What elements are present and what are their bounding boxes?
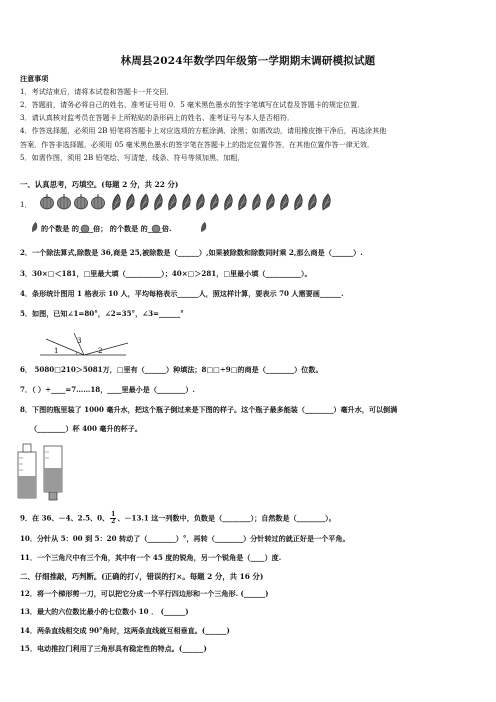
q13-text: 13．最大的六位数比最小的七位数小 10 ． (______) xyxy=(20,607,189,616)
pumpkin-icon xyxy=(40,192,54,210)
q14-text: 14．两条直线相交成 90°角时，这两条直线就互相垂直。(______) xyxy=(20,626,230,635)
note-4: 4．作答选择题，必须用 2B 铅笔将答题卡上对应选项的方框涂满、涂黑；如需改动，请用橡皮擦干净后，再选涂其他 xyxy=(20,126,387,135)
angle-label-1: 1 xyxy=(54,347,59,355)
corn-icon xyxy=(236,192,250,212)
corn-icon xyxy=(30,221,40,233)
corn-icon xyxy=(320,192,334,212)
q11-text: 11．一个三角尺中有三个角，其中有一个 45 度的锐角，另一个锐角是（____）度. xyxy=(20,553,282,562)
corn-icon xyxy=(292,192,306,212)
corn-icon xyxy=(152,192,166,212)
angle-label-2: 2 xyxy=(98,347,103,355)
corn-icon xyxy=(264,192,278,212)
note-1: 1．考试结束后，请将本试卷和答题卡一并交回． xyxy=(20,87,174,96)
q1-number: 1． xyxy=(20,200,32,209)
q1-text: 的个数是 的____倍； 的个数是 的____倍. xyxy=(41,224,172,233)
note-4-cont: 答案．作答非选择题，必须用 05 毫米黑色墨水的签字笔在答题卡上的指定位置作答，在其他位置作答一律无效． xyxy=(20,140,375,149)
q5-text: 5．如图，已知∠1=80°，∠2=35°，∠3=______° xyxy=(20,309,184,318)
corn-icon xyxy=(124,192,138,212)
q9-fraction-denominator: 2 xyxy=(111,518,116,525)
corn-icon xyxy=(199,221,209,233)
note-2: 2．答题前，请务必将自己的姓名、准考证号用 0．5 毫米黑色墨水的签字笔填写在试卷及答题卡的规定位置． xyxy=(20,100,365,109)
pumpkin-icon xyxy=(57,192,71,210)
corn-icon xyxy=(110,192,124,212)
q10-text: 10．分针从 5：00 到 5：20 转动了（________）°，再转（________）分针转过的就正好是一个平角。 xyxy=(20,534,350,543)
note-3: 3．请认真核对监考员在答题卡上所粘贴的条形码上的姓名、准考证号与本人是否相符． xyxy=(20,113,295,122)
corn-icon xyxy=(250,192,264,212)
corn-icon xyxy=(166,192,180,212)
corn-icon xyxy=(138,192,152,212)
q8-text: 8．下图的瓶里装了 1000 毫升水，把这个瓶子倒过来是下图的样子。这个瓶子最多能装（________）毫升水，可以倒满 xyxy=(20,405,398,414)
q9-text xyxy=(20,512,336,525)
angle-label-3: 3 xyxy=(77,337,82,345)
section-2-heading: 二、仔细推敲，巧判断。(正确的打√，错误的打×。每题 2 分，共 16 分) xyxy=(20,572,264,581)
corn-icon xyxy=(278,192,292,212)
q9-suffix: 、－13.1 这一列数中，负数是（________）；自然数是（________）。 xyxy=(117,513,336,523)
q15-text: 15．电动推拉门利用了三角形具有稳定性的特点。(______) xyxy=(20,644,207,653)
bottle-diagram xyxy=(16,442,68,502)
corn-icon xyxy=(306,192,320,212)
q9-fraction-numerator: 1 xyxy=(111,511,116,518)
corn-icon xyxy=(194,192,208,212)
pumpkin-icon xyxy=(91,192,105,210)
q8-text-cont: （________）杯 400 毫升的杯子。 xyxy=(30,424,142,433)
q3-text: 3．30×□＜181，□里最大填（__________）；40×□＞281，□里最小填（__________）。 xyxy=(20,269,312,278)
corn-icon xyxy=(180,192,194,212)
page-title: 林周县2024年数学四年级第一学期期末调研模拟试题 xyxy=(120,55,376,67)
corn-icon xyxy=(208,192,222,212)
q9-fraction xyxy=(110,512,116,525)
q7-text: 7．（ ）÷____=7……18，____里最小是（________）. xyxy=(20,385,195,394)
corn-icon xyxy=(222,192,236,212)
q12-text: 12．将一个梯形剪一刀，可以把它分成一个平行四边形和一个三角形. (______) xyxy=(20,589,269,598)
q6-text: 6． 5080□210＞5081万，□里有（______）种填法；8□□÷9□的商是（________）位数。 xyxy=(20,365,323,374)
section-1-heading: 一、认真思考，巧填空。(每题 2 分，共 22 分) xyxy=(20,180,179,189)
angle-diagram xyxy=(40,333,130,359)
pumpkin-icon xyxy=(74,192,88,210)
note-5: 5．如需作图，须用 2B 铅笔绘、写清楚，线条、符号等须加黑、加粗． xyxy=(20,153,245,162)
notes-heading: 注意事项 xyxy=(20,74,49,83)
q9-prefix: 9．在 36、－4、2.5、0、 xyxy=(20,513,110,523)
q4-text: 4．条形统计图用 1 格表示 10 人，平均每格表示______人，照这样计算，要表示 70 人需要画______. xyxy=(20,289,344,298)
q2-text: 2．一个除法算式,除数是 36,商是 25,被除数是（______）,如果被除数和除数同时乘 2,那么商是（______）. xyxy=(20,248,363,257)
